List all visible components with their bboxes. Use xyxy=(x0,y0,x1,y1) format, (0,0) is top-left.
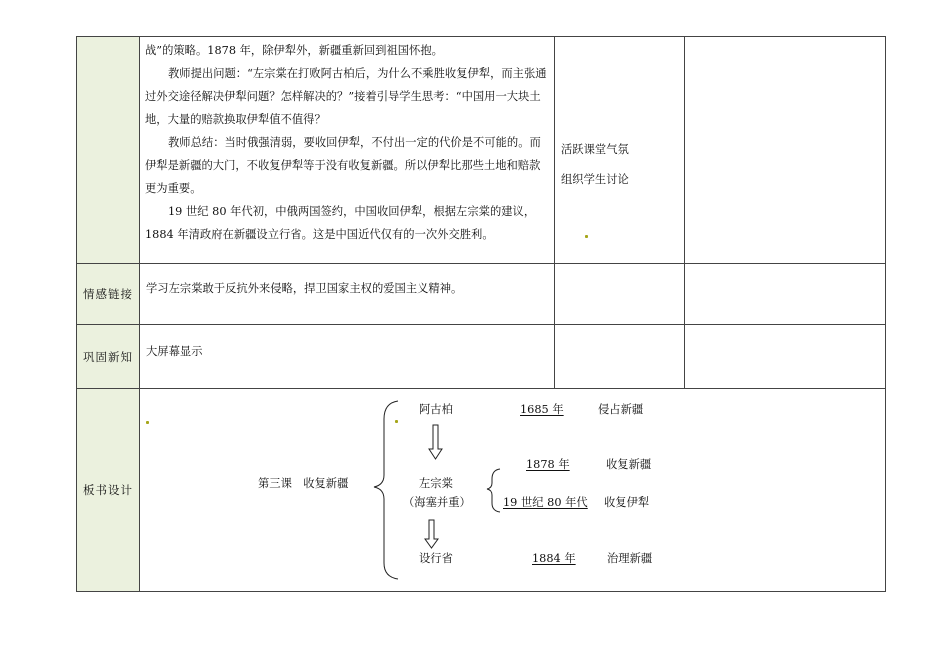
consolidate-notes-cell xyxy=(684,324,886,389)
emotion-activity-cell xyxy=(554,263,685,325)
board-year-1884: 1884 年 xyxy=(532,552,576,565)
emotion-notes-cell xyxy=(684,263,886,325)
board-design-cell xyxy=(139,388,886,592)
down-arrow-2 xyxy=(425,520,438,548)
board-year-1685: 1685 年 xyxy=(520,403,564,416)
board-province: 设行省 xyxy=(419,552,453,565)
down-arrow-1 xyxy=(429,425,442,459)
small-brace xyxy=(487,469,500,512)
emotion-content: 学习左宗棠敢于反抗外来侵略，捍卫国家主权的爱国主义精神。 xyxy=(146,282,463,295)
board-event-1685: 侵占新疆 xyxy=(598,403,644,416)
board-event-1880s: 收复伊犁 xyxy=(604,496,650,509)
row-label-empty xyxy=(76,36,140,264)
teaching-paragraph-2: 教师提出问题：“左宗棠在打败阿古柏后，为什么不乘胜收复伊犁，而主张通过外交途径解决伊犁问题？怎样解决的？”接着引导学生思考：“中国用一大块土地，大量的赔款换取伊犁值不值得？ xyxy=(145,67,547,126)
board-zuo-sub: （海塞并重） xyxy=(403,496,471,509)
row-label-emotion: 情感链接 xyxy=(76,263,140,325)
consolidate-activity-cell xyxy=(554,324,685,389)
activity-line-2: 组织学生讨论 xyxy=(561,173,629,186)
emotion-content-cell xyxy=(139,263,555,325)
teaching-paragraph-1: 战”的策略。1878 年，除伊犁外，新疆重新回到祖国怀抱。 xyxy=(145,44,443,57)
consolidate-content: 大屏幕显示 xyxy=(146,345,203,358)
teaching-content-cell xyxy=(139,36,555,264)
row-label-board: 板书设计 xyxy=(76,388,140,592)
activity-cell xyxy=(554,36,685,264)
board-year-1880s: 19 世纪 80 年代 xyxy=(503,496,588,509)
lesson-table xyxy=(76,36,886,592)
board-year-1878: 1878 年 xyxy=(526,458,570,471)
board-zuo: 左宗棠 xyxy=(419,477,453,490)
activity-line-1: 活跃课堂气氛 xyxy=(561,143,629,156)
teaching-paragraph-3: 教师总结：当时俄强清弱，要收回伊犁，不付出一定的代价是不可能的。而伊犁是新疆的大门，不收复伊犁等于没有收复新疆。所以伊犁比那些土地和赔款更为重要。 xyxy=(145,136,541,195)
board-event-1878: 收复新疆 xyxy=(606,458,652,471)
board-event-1884: 治理新疆 xyxy=(607,552,653,565)
teaching-paragraph-4: 19 世纪 80 年代初，中俄两国签约，中国收回伊犁，根据左宗棠的建议，1884 年清政府在新疆设立行省。这是中国近代仅有的一次外交胜利。 xyxy=(145,205,536,241)
row-label-consolidate: 巩固新知 xyxy=(76,324,140,389)
board-title: 第三课 收复新疆 xyxy=(258,477,349,490)
consolidate-content-cell xyxy=(139,324,555,389)
board-agubo: 阿古柏 xyxy=(419,403,453,416)
notes-cell xyxy=(684,36,886,264)
large-brace xyxy=(374,401,398,579)
board-diagram-lines xyxy=(140,389,885,591)
